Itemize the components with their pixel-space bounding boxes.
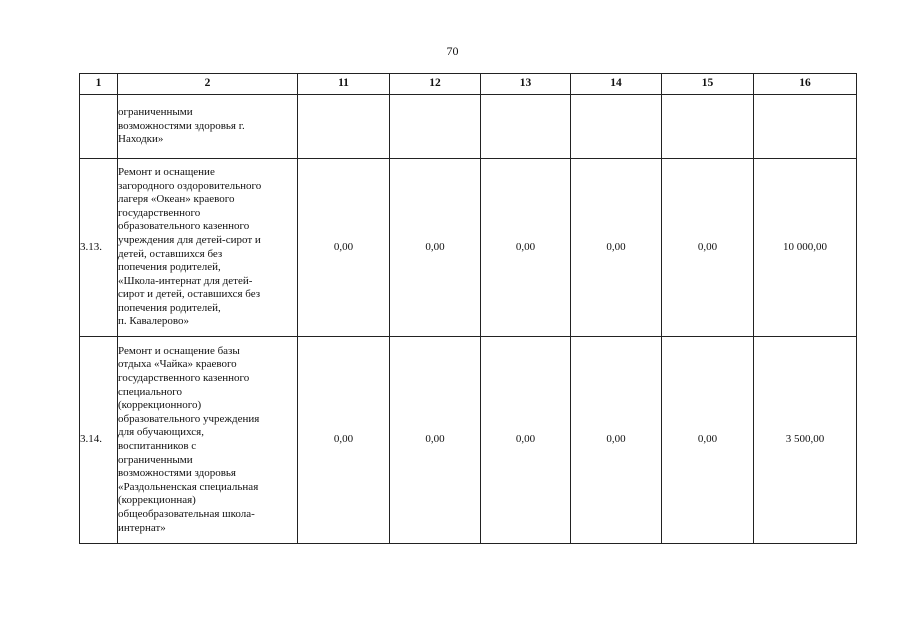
value-cell: 0,00 bbox=[298, 337, 390, 544]
description-line: «Школа-интернат для детей- bbox=[118, 274, 253, 287]
description-line: общеобразовательная школа- bbox=[118, 507, 255, 520]
value-cell: 3 500,00 bbox=[754, 337, 857, 544]
description-line: специального bbox=[118, 385, 183, 398]
description-line: попечения родителей, bbox=[118, 261, 221, 274]
value-cell: 0,00 bbox=[481, 159, 571, 337]
description-line: «Раздольненская специальная bbox=[118, 480, 259, 493]
description-line: отдыха «Чайка» краевого bbox=[118, 358, 237, 371]
column-header: 2 bbox=[118, 74, 298, 95]
description-line: Ремонт и оснащение базы bbox=[118, 344, 240, 357]
row-number-cell: 3.13. bbox=[80, 159, 118, 337]
value-cell: 0,00 bbox=[662, 337, 754, 544]
column-header: 15 bbox=[662, 74, 754, 95]
value-cell bbox=[662, 95, 754, 159]
description-line: ограниченными bbox=[118, 453, 193, 466]
description-line: Ремонт и оснащение bbox=[118, 165, 215, 178]
row-description-cell bbox=[118, 95, 298, 159]
table-header-row bbox=[80, 74, 857, 95]
row-number-cell bbox=[80, 95, 118, 159]
value-cell bbox=[390, 95, 481, 159]
description-line: учреждения для детей-сирот и bbox=[118, 233, 261, 246]
description-line: возможностями здоровья г. bbox=[118, 119, 245, 132]
description-line: попечения родителей, bbox=[118, 301, 221, 314]
value-cell: 10 000,00 bbox=[754, 159, 857, 337]
column-header: 12 bbox=[390, 74, 481, 95]
description-line: интернат» bbox=[118, 521, 166, 534]
description-line: (коррекционного) bbox=[118, 399, 202, 412]
description-line: лагеря «Океан» краевого bbox=[118, 193, 235, 206]
description-line: детей, оставшихся без bbox=[118, 247, 223, 260]
description-line: ограниченными bbox=[118, 106, 193, 119]
value-cell: 0,00 bbox=[571, 337, 662, 544]
row-description-cell bbox=[118, 337, 298, 544]
value-cell: 0,00 bbox=[571, 159, 662, 337]
page-number: 70 bbox=[446, 44, 459, 58]
description-line: для обучающихся, bbox=[118, 426, 204, 439]
description-line: сирот и детей, оставшихся без bbox=[118, 288, 261, 301]
value-cell: 0,00 bbox=[390, 337, 481, 544]
description-line: государственного казенного bbox=[118, 372, 250, 385]
value-cell: 0,00 bbox=[298, 159, 390, 337]
row-description-cell bbox=[118, 159, 298, 337]
column-header: 11 bbox=[298, 74, 390, 95]
description-line: (коррекционная) bbox=[118, 494, 196, 507]
description-line: государственного bbox=[118, 206, 201, 219]
column-header: 16 bbox=[754, 74, 857, 95]
description-line: образовательного учреждения bbox=[118, 412, 260, 425]
description-line: образовательного казенного bbox=[118, 220, 250, 233]
column-header: 1 bbox=[80, 74, 118, 95]
description-line: воспитанников с bbox=[118, 440, 197, 452]
table-row bbox=[80, 95, 857, 159]
value-cell bbox=[754, 95, 857, 159]
budget-table bbox=[79, 73, 857, 544]
description-line: возможностями здоровья bbox=[118, 467, 236, 480]
column-header: 14 bbox=[571, 74, 662, 95]
row-number-cell: 3.14. bbox=[80, 337, 118, 544]
value-cell: 0,00 bbox=[390, 159, 481, 337]
column-header: 13 bbox=[481, 74, 571, 95]
description-line: Находки» bbox=[118, 133, 164, 146]
description-line: загородного оздоровительного bbox=[118, 179, 262, 192]
description-line: п. Кавалерово» bbox=[118, 315, 189, 328]
table-row bbox=[80, 159, 857, 337]
value-cell bbox=[481, 95, 571, 159]
value-cell bbox=[571, 95, 662, 159]
value-cell: 0,00 bbox=[662, 159, 754, 337]
value-cell bbox=[298, 95, 390, 159]
table-row bbox=[80, 337, 857, 544]
value-cell: 0,00 bbox=[481, 337, 571, 544]
